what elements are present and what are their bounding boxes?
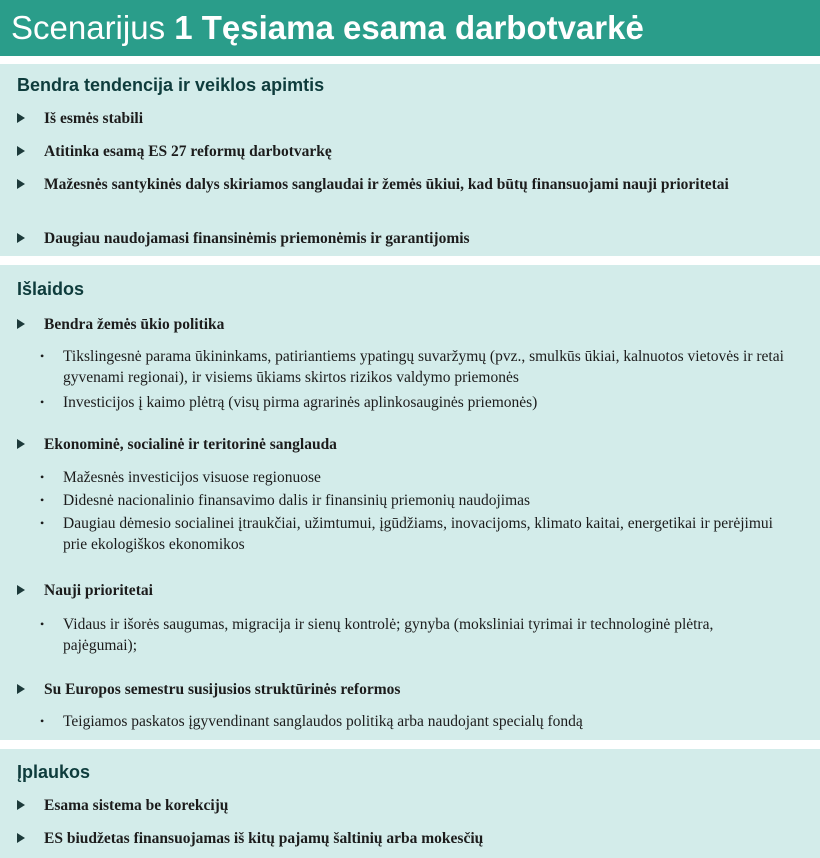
- list-item: Ekonominė, socialinė ir teritorinė sanglauda: [17, 434, 790, 455]
- arrow-bullet-icon: [17, 800, 25, 810]
- sub-list-item: • Mažesnės investicijos visuose regionuose: [40, 469, 321, 486]
- arrow-bullet-icon: [17, 179, 25, 189]
- arrow-bullet-icon: [17, 684, 25, 694]
- list-item: Nauji prioritetai: [17, 580, 790, 601]
- sub-list-item: • Daugiau dėmesio socialinei įtraukčiai, užimtumui, įgūdžiams, inovacijoms, klimato kaitai, energetikai ir perėjimui prie ekologiškos ekonomikos: [40, 515, 773, 553]
- list-item: Su Europos semestru susijusios struktūrinės reformos: [17, 679, 790, 700]
- dot-bullet-icon: •: [40, 395, 45, 409]
- arrow-bullet-icon: [17, 146, 25, 156]
- header-title-main: 1 Tęsiama esama darbotvarkė: [174, 9, 644, 46]
- sub-list-item: • Vidaus ir išorės saugumas, migracija ir sienų kontrolė; gynyba (moksliniai tyrimai ir technologinė plėtra, pajėgumai);: [40, 616, 714, 654]
- arrow-bullet-icon: [17, 113, 25, 123]
- sub-list-item: • Didesnė nacionalinio finansavimo dalis ir finansinių priemonių naudojimas: [40, 492, 531, 509]
- section-overview: [0, 64, 820, 256]
- dot-bullet-icon: •: [40, 617, 45, 631]
- section-title: Išlaidos: [17, 279, 85, 299]
- sub-list-item: • Tikslingesnė parama ūkininkams, patiriantiems ypatingų suvaržymų (pvz., smulkūs ūkiai, kalnuotos vietovės ir retai gyvenami regionai), ir visiems ūkiams skirtos rizikos valdymo priemonės: [40, 348, 784, 386]
- arrow-bullet-icon: [17, 585, 25, 595]
- section-revenue: [0, 749, 820, 858]
- sub-list-item: • Teigiamos paskatos įgyvendinant sanglaudos politiką arba naudojant specialų fondą: [40, 713, 583, 730]
- dot-bullet-icon: •: [40, 349, 45, 363]
- header-title-prefix: Scenarijus: [11, 9, 175, 46]
- arrow-bullet-icon: [17, 439, 25, 449]
- section-title: Įplaukos: [17, 762, 91, 782]
- dot-bullet-icon: •: [40, 470, 45, 484]
- dot-bullet-icon: •: [40, 516, 45, 530]
- section-expenditure: [0, 265, 820, 740]
- list-item: Esama sistema be korekcijų: [17, 795, 790, 816]
- list-item: Atitinka esamą ES 27 reformų darbotvarkę: [17, 141, 790, 162]
- section-title: Bendra tendencija ir veiklos apimtis: [17, 75, 325, 95]
- dot-bullet-icon: •: [40, 493, 45, 507]
- list-item: Mažesnės santykinės dalys skiriamos sanglaudai ir žemės ūkiui, kad būtų finansuojami nauji prioritetai: [17, 174, 790, 195]
- sub-list-item: • Investicijos į kaimo plėtrą (visų pirma agrarinės aplinkosauginės priemonės): [40, 394, 538, 411]
- page-header: [0, 0, 820, 56]
- list-item: Iš esmės stabili: [17, 108, 790, 129]
- list-item: ES biudžetas finansuojamas iš kitų pajamų šaltinių arba mokesčių: [17, 828, 790, 849]
- arrow-bullet-icon: [17, 319, 25, 329]
- list-item: Daugiau naudojamasi finansinėmis priemonėmis ir garantijomis: [17, 228, 790, 249]
- arrow-bullet-icon: [17, 233, 25, 243]
- list-item: Bendra žemės ūkio politika: [17, 314, 790, 335]
- arrow-bullet-icon: [17, 833, 25, 843]
- dot-bullet-icon: •: [40, 714, 45, 728]
